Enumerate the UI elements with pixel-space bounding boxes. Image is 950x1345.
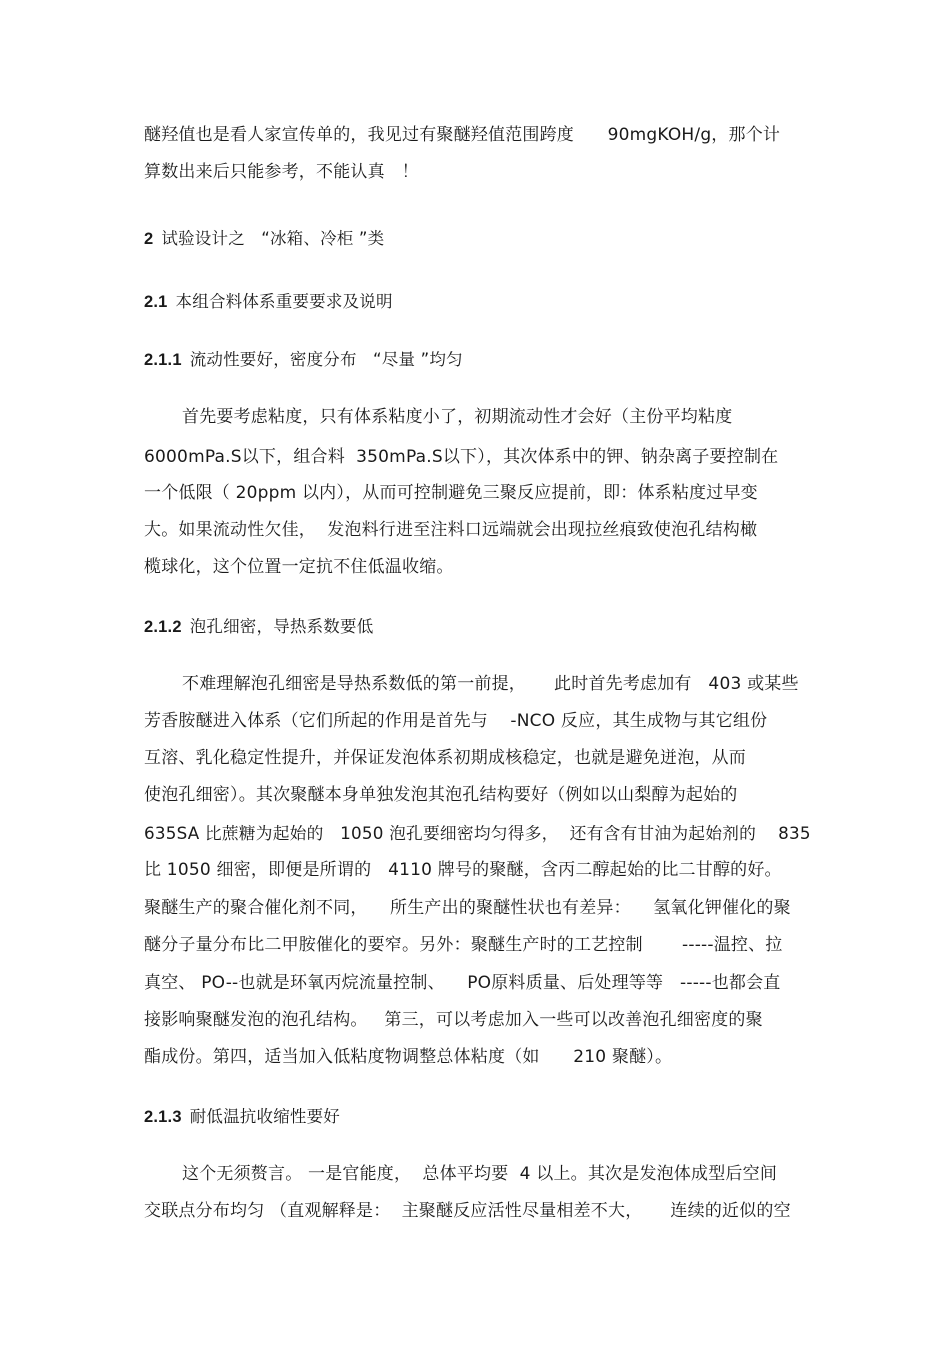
paragraph-2-1-1-line: 大。如果流动性欠佳， 发泡料行进至注料口远端就会出现拉丝痕致使泡孔结构橄: [144, 520, 758, 540]
section-title: 本组合料体系重要要求及说明: [175, 292, 393, 311]
paragraph-2-1-1-line: 6000mPa.S以下，组合料 350mPa.S以下），其次体系中的钾、钠杂离子要控制在: [144, 447, 779, 467]
section-title: 泡孔细密，导热系数要低: [189, 617, 374, 636]
paragraph-2-1-2-line: 接影响聚醚发泡的泡孔结构。 第三，可以考虑加入一些可以改善泡孔细密度的聚: [144, 1010, 763, 1030]
intro-line-1: 醚羟值也是看人家宣传单的，我见过有聚醚羟值范围跨度 90mgKOH/g，那个计: [144, 125, 781, 145]
paragraph-2-1-2-line: 使泡孔细密）。其次聚醚本身单独发泡其泡孔结构要好（例如以山梨醇为起始的: [144, 785, 738, 805]
section-heading-2-1-2: [144, 616, 373, 638]
section-number: 2.1: [144, 293, 168, 311]
paragraph-2-1-2-line: 互溶、乳化稳定性提升，并保证发泡体系初期成核稳定，也就是避免迸泡，从而: [144, 748, 746, 768]
section-number: 2.1.3: [144, 1108, 182, 1126]
paragraph-2-1-2-line: 芳香胺醚进入体系（它们所起的作用是首先与 -NCO 反应，其生成物与其它组份: [144, 711, 768, 731]
section-title: 耐低温抗收缩性要好: [189, 1107, 341, 1126]
paragraph-2-1-2-line: 真空、 PO--也就是环氧丙烷流量控制、 PO原料质量、后处理等等 -----也都会直: [144, 973, 781, 993]
paragraph-2-1-2-line: 酯成份。第四，适当加入低粘度物调整总体粘度（如 210 聚醚）。: [144, 1047, 673, 1067]
paragraph-2-1-2-line: 醚分子量分布比二甲胺催化的要窄。另外：聚醚生产时的工艺控制 -----温控、拉: [144, 935, 783, 955]
section-heading-2-1-3: [144, 1106, 340, 1128]
paragraph-2-1-1-line: 首先要考虑粘度，只有体系粘度小了，初期流动性才会好（主份平均粘度: [182, 407, 733, 427]
paragraph-2-1-3-line: 这个无须赘言。 一是官能度， 总体平均要 4 以上。其次是发泡体成型后空间: [182, 1164, 778, 1184]
section-heading-2-1-1: [144, 349, 463, 371]
section-title: 试验设计之 “冰箱、冷柜 ”类: [161, 229, 385, 248]
section-number: 2: [144, 230, 154, 248]
section-heading-2-1: [144, 291, 393, 313]
paragraph-2-1-2-line: 聚醚生产的聚合催化剂不同， 所生产出的聚醚性状也有差异： 氢氧化钾催化的聚: [144, 898, 791, 918]
paragraph-2-1-2-line: 635SA 比蔗糖为起始的 1050 泡孔要细密均匀得多， 还有含有甘油为起始剂的 835: [144, 823, 811, 843]
section-heading-2: [144, 228, 384, 250]
paragraph-2-1-3-line: 交联点分布均匀 （直观解释是： 主聚醚反应活性尽量相差不大， 连续的近似的空: [144, 1201, 791, 1221]
section-title: 流动性要好，密度分布 “尽量 ”均匀: [189, 350, 463, 369]
paragraph-2-1-1-line: 榄球化，这个位置一定抗不住低温收缩。: [144, 557, 454, 577]
paragraph-2-1-2-line: 比 1050 细密，即便是所谓的 4110 牌号的聚醚，含丙二醇起始的比二甘醇的好。: [144, 860, 782, 880]
intro-line-2: 算数出来后只能参考，不能认真 ！: [144, 162, 419, 182]
paragraph-2-1-1-line: 一个低限（ 20ppm 以内），从而可控制避免三聚反应提前，即：体系粘度过早变: [144, 483, 758, 503]
section-number: 2.1.1: [144, 351, 182, 369]
section-number: 2.1.2: [144, 618, 182, 636]
paragraph-2-1-2-line: 不难理解泡孔细密是导热系数低的第一前提， 此时首先考虑加有 403 或某些: [182, 674, 799, 694]
